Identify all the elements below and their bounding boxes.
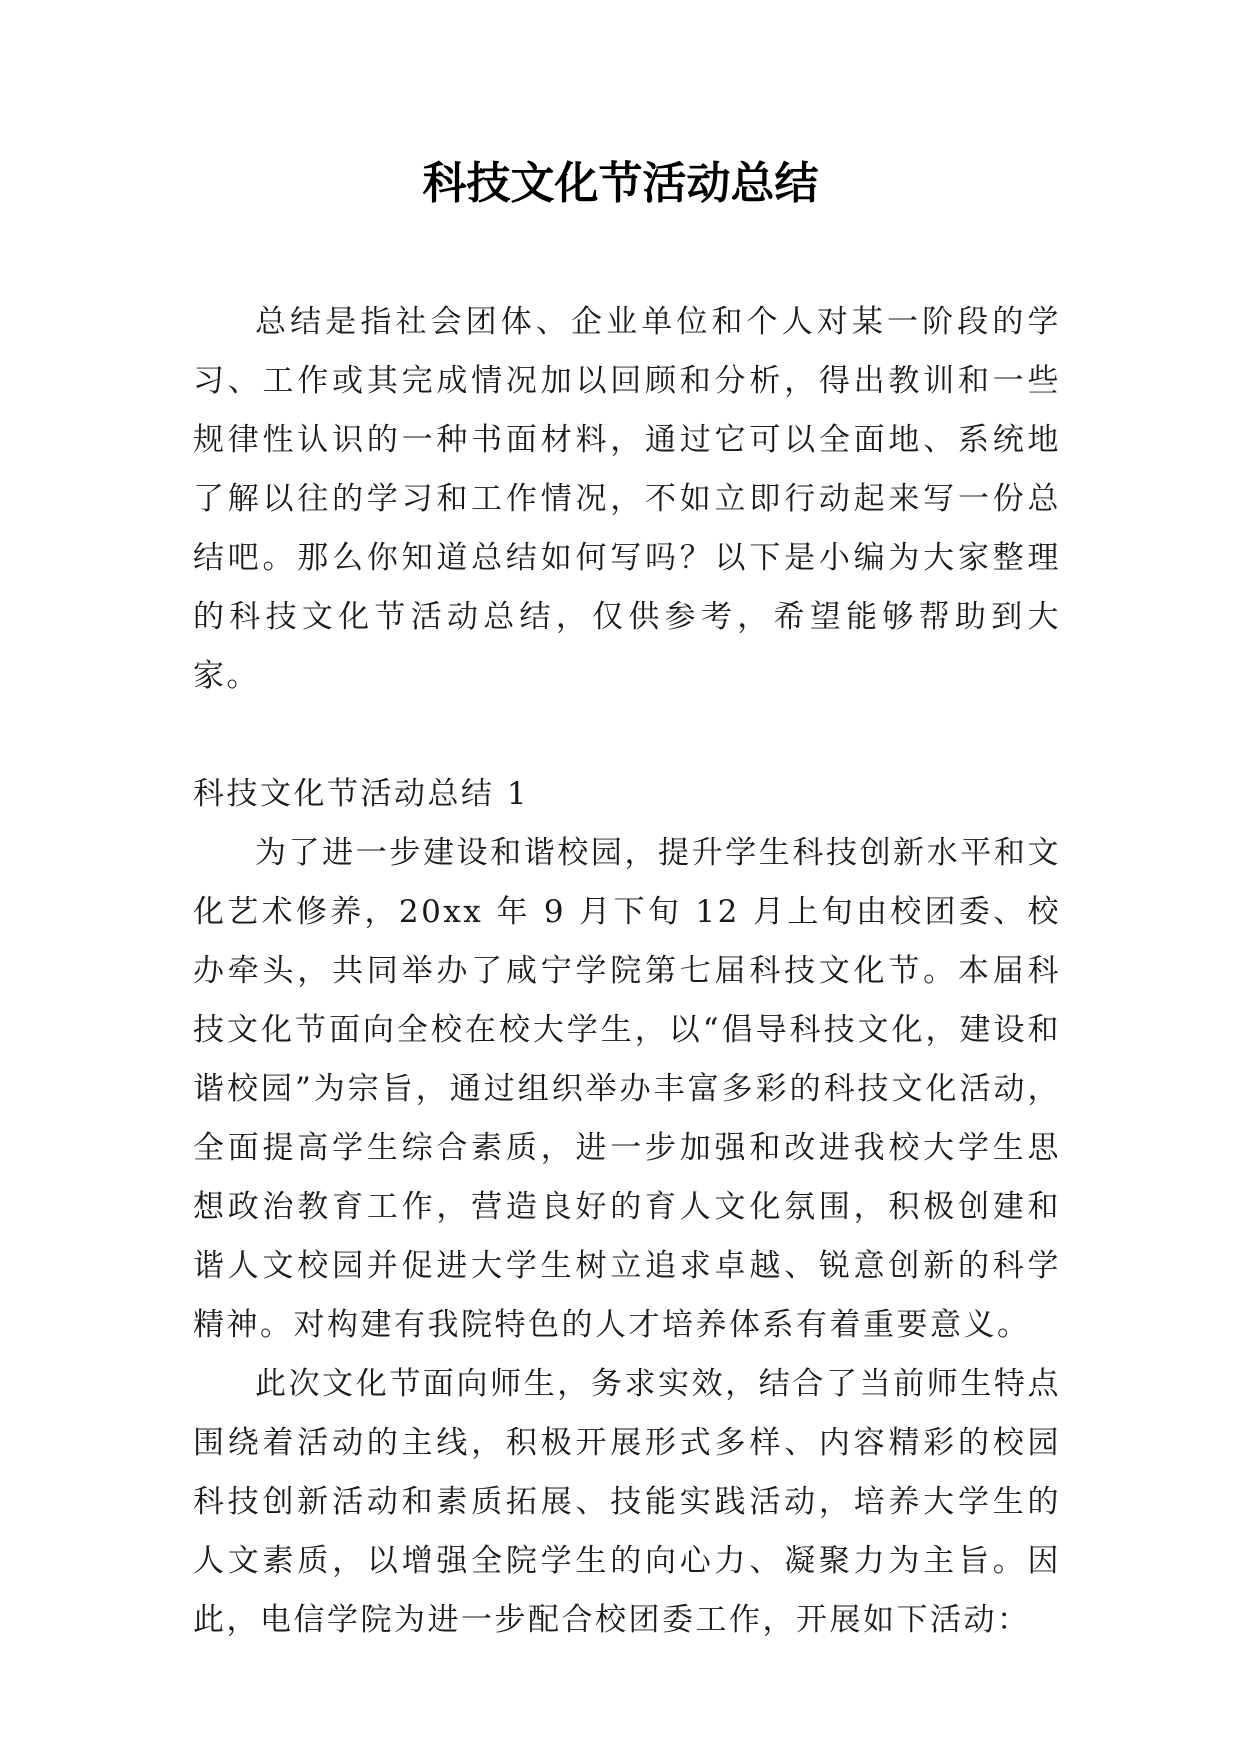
section-heading: 科技文化节活动总结 1 xyxy=(193,776,530,812)
body-paragraph-2: 此次文化节面向师生，务求实效，结合了当前师生特点围绕着活动的主线，积极开展形式多样、内容精彩的校园科技创新活动和素质拓展、技能实践活动，培养大学生的人文素质，以增强全院学生的向心力、凝聚力为主旨。因此，电信学院为进一步配合校团委工作，开展如下活动： xyxy=(193,1366,1061,1638)
body-paragraph-1: 为了进一步建设和谐校园，提升学生科技创新水平和文化艺术修养，20xx 年 9 月下旬 12 月上旬由校团委、校办牵头，共同举办了咸宁学院第七届科技文化节。本届科技文化节面向全校在校大学生，以“倡导科技文化，建设和谐校园”为宗旨，通过组织举办丰富多彩的科技文化活动，全面提高学生综合素质，进一步加强和改进我校大学生思想政治教育工作，营造良好的育人文化氛围，积极创建和谐人文校园并促进大学生树立追求卓越、锐意创新的科学精神。对构建有我院特色的人才培养体系有着重要意义。 xyxy=(193,835,1061,1343)
document-title: 科技文化节活动总结 xyxy=(422,158,819,209)
intro-paragraph: 总结是指社会团体、企业单位和个人对某一阶段的学习、工作或其完成情况加以回顾和分析，得出教训和一些规律性认识的一种书面材料，通过它可以全面地、系统地了解以往的学习和工作情况，不如立即行动起来写一份总结吧。那么你知道总结如何写吗？以下是小编为大家整理的科技文化节活动总结，仅供参考，希望能够帮助到大家。 xyxy=(193,304,1061,694)
document-body xyxy=(193,293,1061,1650)
